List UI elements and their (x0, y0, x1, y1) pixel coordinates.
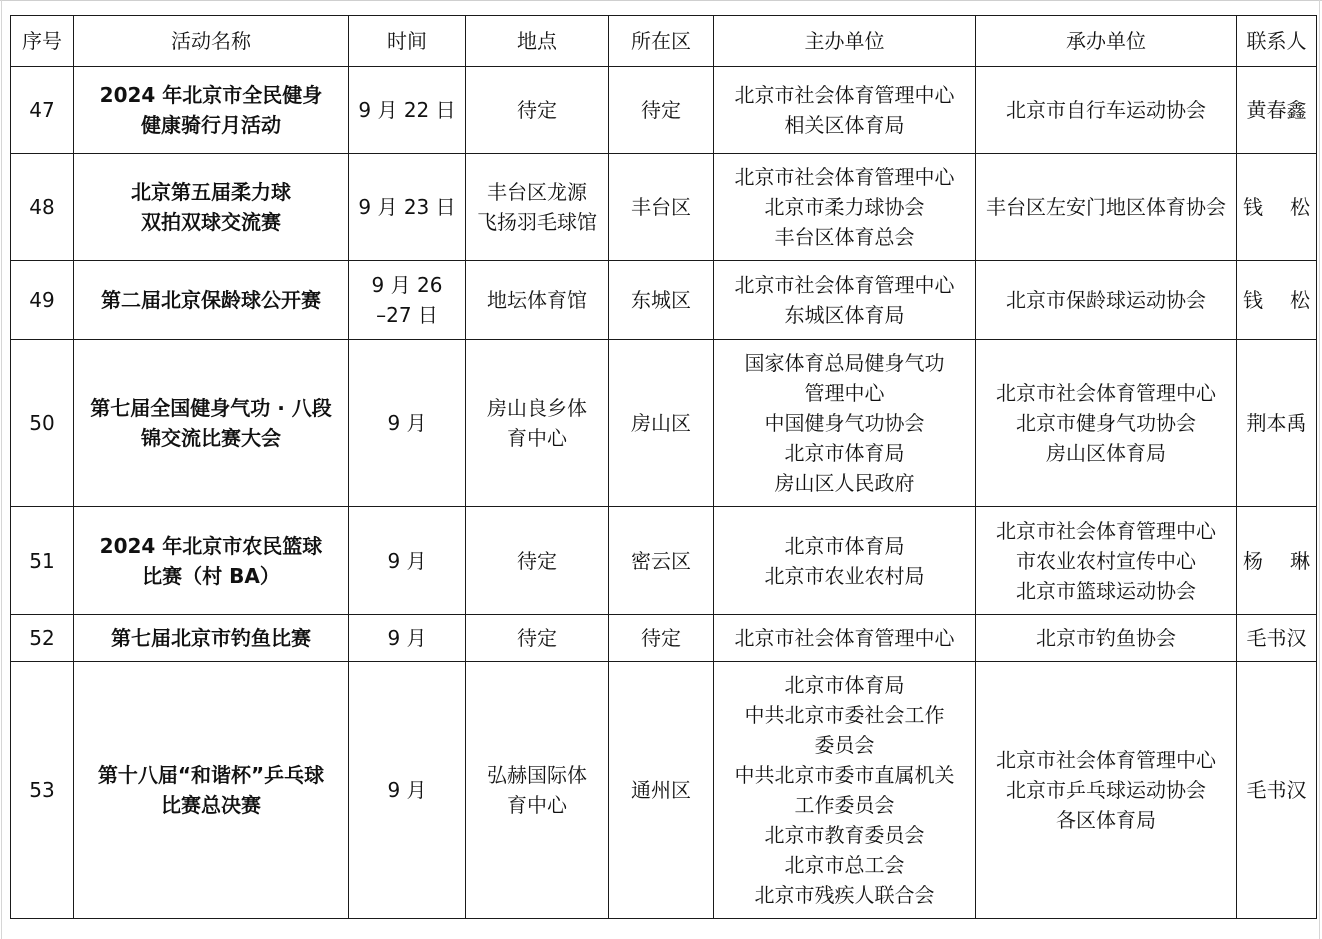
name-line: 第二届北京保龄球公开赛 (101, 288, 321, 312)
name-line: 双拍双球交流赛 (141, 210, 281, 234)
cell-time (349, 67, 466, 154)
cell-organizer (976, 154, 1237, 261)
cell-organizer (976, 507, 1237, 615)
cell-name (74, 154, 349, 261)
cell-host (714, 67, 976, 154)
page-edge-right (1319, 0, 1320, 939)
time-line: 9 月 (387, 626, 427, 650)
host-line: 北京市社会体育管理中心 (734, 273, 955, 297)
contact-char: 松 (1290, 288, 1310, 312)
contact-name (1239, 546, 1314, 576)
name-line: 第七届全国健身气功 · 八段 (90, 396, 332, 420)
cell-time (349, 154, 466, 261)
place-line: 待定 (517, 548, 557, 573)
name-line: 比赛（村 BA） (142, 563, 280, 588)
cell-organizer (976, 261, 1237, 340)
organizer-line: 北京市钓鱼协会 (1036, 626, 1176, 650)
events-table (10, 15, 1317, 919)
cell-host (714, 261, 976, 340)
header-cell-no: 序号 (11, 16, 74, 67)
cell-contact (1237, 67, 1317, 154)
cell-name (74, 261, 349, 340)
cell-no: 52 (11, 615, 74, 662)
cell-place (466, 67, 609, 154)
cell-contact (1237, 507, 1317, 615)
top-rule (0, 0, 1322, 1)
host-line: 北京市柔力球协会 (764, 195, 925, 219)
host-line: 中共北京市委市直属机关 (734, 763, 955, 787)
cell-time (349, 261, 466, 340)
cell-organizer (976, 615, 1237, 662)
header-cell-organizer: 承办单位 (976, 16, 1237, 67)
host-line: 北京市总工会 (784, 853, 905, 877)
place-line: 待定 (517, 626, 557, 650)
cell-place (466, 154, 609, 261)
contact-line: 荆本禹 (1246, 411, 1307, 435)
contact-char: 钱 (1243, 288, 1263, 312)
cell-host (714, 340, 976, 507)
contact-line: 毛书汉 (1246, 778, 1307, 802)
contact-char: 松 (1290, 195, 1310, 219)
cell-time (349, 662, 466, 919)
table-row (11, 615, 1317, 662)
organizer-line: 北京市乒乓球运动协会 (1006, 778, 1206, 802)
place-line: 待定 (517, 98, 557, 122)
header-cell-district: 所在区 (609, 16, 714, 67)
time-line: –27 日 (376, 303, 438, 327)
contact-char: 琳 (1290, 548, 1310, 573)
cell-place (466, 662, 609, 919)
cell-host (714, 507, 976, 615)
organizer-line: 北京市保龄球运动协会 (1006, 288, 1206, 312)
header-cell-host: 主办单位 (714, 16, 976, 67)
organizer-line: 房山区体育局 (1046, 441, 1166, 465)
table-row (11, 662, 1317, 919)
name-line: 北京第五届柔力球 (131, 180, 291, 204)
table-row (11, 154, 1317, 261)
name-line: 2024 年北京市农民篮球 (99, 533, 323, 558)
cell-time (349, 615, 466, 662)
host-line: 北京市残疾人联合会 (754, 883, 935, 907)
cell-district: 通州区 (609, 662, 714, 919)
place-line: 育中心 (507, 793, 567, 817)
organizer-line: 丰台区左安门地区体育协会 (986, 195, 1226, 219)
cell-host (714, 154, 976, 261)
cell-place (466, 340, 609, 507)
host-line: 北京市社会体育管理中心 (734, 165, 955, 189)
contact-name (1239, 192, 1314, 222)
host-line: 工作委员会 (794, 793, 895, 817)
host-line: 中国健身气功协会 (764, 411, 925, 435)
cell-contact (1237, 340, 1317, 507)
cell-organizer (976, 340, 1237, 507)
host-line: 管理中心 (804, 381, 885, 405)
place-line: 房山良乡体 (487, 396, 587, 420)
host-line: 中共北京市委社会工作 (744, 703, 945, 727)
name-line: 健康骑行月活动 (141, 113, 281, 137)
cell-district: 待定 (609, 615, 714, 662)
cell-district: 密云区 (609, 507, 714, 615)
host-line: 房山区人民政府 (774, 471, 915, 495)
name-line: 锦交流比赛大会 (141, 426, 281, 450)
contact-name (1239, 285, 1314, 315)
name-line: 第七届北京市钓鱼比赛 (111, 626, 311, 650)
organizer-line: 北京市社会体育管理中心 (996, 748, 1216, 772)
cell-name (74, 507, 349, 615)
cell-place (466, 261, 609, 340)
contact-line: 毛书汉 (1246, 626, 1307, 650)
host-line: 东城区体育局 (784, 303, 905, 327)
header-cell-time: 时间 (349, 16, 466, 67)
time-line: 9 月 23 日 (358, 195, 456, 219)
host-line: 委员会 (814, 733, 875, 757)
cell-contact (1237, 615, 1317, 662)
host-line: 国家体育总局健身气功 (744, 351, 945, 375)
time-line: 9 月 22 日 (358, 98, 456, 122)
cell-organizer (976, 662, 1237, 919)
cell-host (714, 662, 976, 919)
place-line: 弘赫国际体 (487, 763, 587, 787)
place-line: 飞扬羽毛球馆 (477, 210, 597, 234)
host-line: 丰台区体育总会 (774, 225, 915, 249)
host-line: 北京市体育局 (784, 533, 905, 558)
cell-name (74, 615, 349, 662)
cell-place (466, 615, 609, 662)
place-line: 育中心 (507, 426, 567, 450)
cell-district: 丰台区 (609, 154, 714, 261)
organizer-line: 北京市健身气功协会 (1016, 411, 1196, 435)
header-cell-contact: 联系人 (1237, 16, 1317, 67)
host-line: 北京市体育局 (784, 673, 905, 697)
organizer-line: 北京市社会体育管理中心 (996, 381, 1216, 405)
cell-contact (1237, 662, 1317, 919)
cell-name (74, 662, 349, 919)
cell-district: 房山区 (609, 340, 714, 507)
host-line: 北京市教育委员会 (764, 823, 925, 847)
host-line: 北京市体育局 (784, 441, 905, 465)
name-line: 2024 年北京市全民健身 (99, 83, 323, 107)
table-body (11, 67, 1317, 919)
organizer-line: 北京市社会体育管理中心 (996, 518, 1216, 543)
cell-time (349, 507, 466, 615)
page-edge-left (1, 0, 2, 939)
cell-place (466, 507, 609, 615)
cell-name (74, 340, 349, 507)
cell-name (74, 67, 349, 154)
cell-contact (1237, 154, 1317, 261)
time-line: 9 月 (387, 548, 427, 573)
organizer-line: 北京市自行车运动协会 (1006, 98, 1206, 122)
contact-char: 钱 (1243, 195, 1263, 219)
cell-no: 50 (11, 340, 74, 507)
contact-char: 杨 (1243, 548, 1263, 573)
time-line: 9 月 (387, 778, 427, 802)
place-line: 地坛体育馆 (487, 288, 587, 312)
cell-district: 东城区 (609, 261, 714, 340)
name-line: 比赛总决赛 (161, 793, 261, 817)
host-line: 北京市农业农村局 (764, 563, 925, 588)
organizer-line: 各区体育局 (1056, 808, 1156, 832)
cell-no: 47 (11, 67, 74, 154)
cell-host (714, 615, 976, 662)
cell-district: 待定 (609, 67, 714, 154)
table-row (11, 507, 1317, 615)
cell-time (349, 340, 466, 507)
cell-no: 51 (11, 507, 74, 615)
header-row (11, 16, 1317, 67)
place-line: 丰台区龙源 (487, 180, 587, 204)
organizer-line: 市农业农村宣传中心 (1016, 548, 1196, 573)
organizer-line: 北京市篮球运动协会 (1016, 578, 1196, 603)
name-line: 第十八届“和谐杯”乒乓球 (97, 763, 325, 787)
header-cell-place: 地点 (466, 16, 609, 67)
header-cell-name: 活动名称 (74, 16, 349, 67)
time-line: 9 月 26 (371, 273, 443, 297)
host-line: 北京市社会体育管理中心 (734, 626, 955, 650)
contact-line: 黄春鑫 (1246, 98, 1307, 122)
table-row (11, 340, 1317, 507)
cell-no: 53 (11, 662, 74, 919)
host-line: 相关区体育局 (784, 113, 905, 137)
cell-contact (1237, 261, 1317, 340)
table-row (11, 261, 1317, 340)
cell-no: 48 (11, 154, 74, 261)
cell-organizer (976, 67, 1237, 154)
time-line: 9 月 (387, 411, 427, 435)
table-row (11, 67, 1317, 154)
host-line: 北京市社会体育管理中心 (734, 83, 955, 107)
cell-no: 49 (11, 261, 74, 340)
